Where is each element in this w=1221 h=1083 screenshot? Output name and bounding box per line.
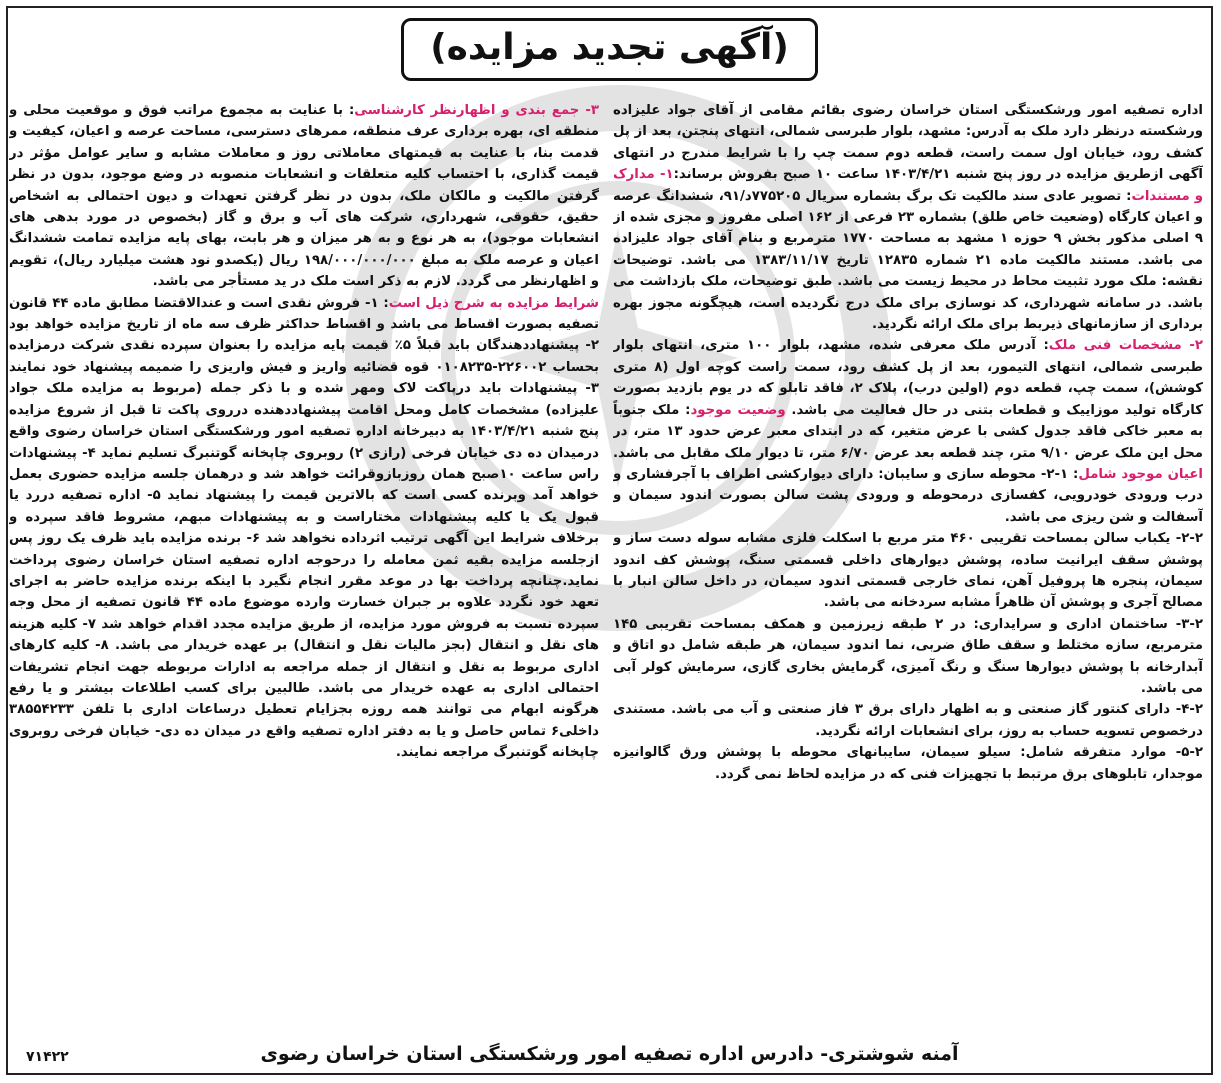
left-column bbox=[9, 100, 599, 1038]
status-text: : ملک جنوباً به معبر خاکی فاقد جدول کشی با عرض متغیر، که در ابتدای معبر عرض حدود ۱۳ متر، در محل این ملک عرض ۹/۱۰ متر، چند قطعه بعد عرض ۶/۷۰ متر، تا دیوار ملک مقابل می باشد. bbox=[613, 402, 1203, 461]
buildings-text: : ۱-۲- محوطه سازی و سایبان: دارای دیوارکشی اطراف با آجرفشاری و درب ورودی خودرویی، کفسازی درمحوطه و ورودی پشت سالن بصورت اندود سیمان و آسفالت و شن ریزی می باشد. bbox=[613, 466, 1203, 525]
technical-heading: ۲- مشخصات فنی ملک bbox=[1048, 338, 1203, 354]
paragraph-expert-opinion bbox=[9, 100, 599, 293]
paragraph-intro bbox=[613, 100, 1203, 335]
paragraph-hall: ۲-۲- یکباب سالن بمساحت تقریبی ۴۶۰ متر مربع با اسکلت فلزی مشابه سوله دست ساز و پوشش سقف ایرانیت ساده، پوشش دیوارهای داخلی قسمتی سنگ، پوشش کف اندود سیمان، پنجره ها پروفیل آهن، نمای خارجی قسمتی اندود سیمان، در داخل سالن انبار با مصالح آجری و پوشش آن ظاهراً مشابه سردخانه می باشد. bbox=[613, 531, 1203, 611]
auction-terms-heading: شرایط مزایده به شرح ذیل است bbox=[388, 295, 599, 311]
paragraph-office-building: ۳-۲- ساختمان اداری و سرایداری: در ۲ طبقه زیرزمین و همکف بمساحت تقریبی ۱۴۵ مترمربع، سازه مختلط و سقف طاق ضربی، نما اندود سیمان، هر طبقه شامل دو اتاق و آبدارخانه با پوشش دیوارها سنگ و رنگ آمیزی، گرمایش بخاری گازی، سرمایش کولر آبی می باشد. bbox=[613, 616, 1203, 696]
notice-title: (آگهی تجدید مزایده) bbox=[430, 26, 789, 68]
title-bar bbox=[8, 8, 1211, 90]
documents-text: : تصویر عادی سند مالکیت تک برگ بشماره سریال ۷۷۵۲۰۵د/۹۱، ششدانگ عرصه و اعیان کارگاه (وضعیت خاص طلق) بشماره ۲۳ فرعی از ۱۶۲ اصلی مفروز و مجزی شده از ۹ اصلی مذکور بخش ۹ حوزه ۱ مشهد به مساحت ۱۷۷۰ مترمربع و بنام آقای جواد علیزاده می باشد. مستند مالکیت ماده ۲۱ شماره ۱۲۸۳۵ تاریخ ۱۳۸۳/۱۱/۱۷ می باشد. توضیحات نقشه: ملک مورد تثبیت محاط در محیط زیست می باشد. طبق توضیحات، ملک بازداشت می باشد. در سامانه شهرداری، کد نوسازی برای ملک درج نگردیده است، هیچگونه مجوز بهره برداری از سازمانهای ذیربط برای ملک ارائه نگردید. bbox=[613, 188, 1203, 333]
auction-terms-text: : ۱- فروش نقدی است و عندالاقتضا مطابق ماده ۴۴ قانون تصفیه بصورت اقساط می باشد و اقساط حداکثر ظرف سه ماه از تاریخ مزایده خواهد بود ۲- پیشنهاددهندگان باید قبلاً ۵٪ قیمت پایه مزایده را بعنوان سپرده نقدی شرکت درمزایده بحساب ۲۲۶۰۰۲-۰۱۰۸۲۳۵ قوه قضائیه واریز و فیش واریزی را ضمیمه پیشنهاد خود نمایند ۳- پیشنهادات باید درپاکت لاک ومهر شده و با ذکر جمله (مربوط به مزایده ملک جواد علیزاده) مشخصات کامل ومحل اقامت پیشنهاددهنده درروی پاکت تا قبل از شروع مزایده پنج شنبه ۱۴۰۳/۴/۲۱ به دبیرخانه اداره تصفیه امور ورشکستگی استان خراسان رضوی واقع درمیدان ده دی خیابان فرخی (رازی ۲) روبروی چاپخانه گوتنبرگ تسلیم نماید ۴- پیشنهادات راس ساعت ۱۰صبح همان روزبازوقرائت خواهد شد و درهمان جلسه مزایده حضوری بعمل خواهد آمد وبرنده کسی است که بالاترین قیمت را پیشنهاد نماید ۵- اداره تصفیه دررد یا قبول یک یا کلیه پیشنهادات مختاراست و به پیشنهادات مبهم، مشروط فاقد سپرده و برخلاف شرایط این آگهی ترتیب اثرداده نخواهد شد ۶- برنده مزایده باید ظرف یک روز پس ازجلسه مزایده بقیه ثمن معامله را درحوجه اداره تصفیه استان خراسان رضوی پرداخت نماید.چنانچه پرداخت بها در موعد مقرر انجام نگیرد با اینکه برنده مزایده حاضر به اجرای تعهد خود نگردد علاوه بر جبران خسارت وارده موضوع ماده ۴۴ قانون تصفیه از محل وجه سپرده نسبت به فروش مورد مزایده، از طریق مزایده مجدد اقدام خواهد شد ۷- کلیه هزینه های نقل و انتقال (بجز مالیات نقل و انتقال) بر عهده خریدار می باشد. ۸- کلیه کارهای اداری مربوط به نقل و انتقال از جمله مراجعه به ادارات مربوطه جهت انجام تشریفات احتمالی اداری به عهده خریدار می باشد. طالبین برای کسب اطلاعات بیشتر و یا رفع هرگونه ابهام می توانند همه روزه بجزایام تعطیل درساعات اداری با تلفن ۳۸۵۵۴۲۳۳ داخلی۶ تماس حاصل و یا به دفتر اداره تصفیه واقع در میدان ده دی- خیابان فرخی روبروی چاپخانه گوتنبرگ مراجعه نمایند. bbox=[9, 295, 599, 761]
paragraph-auction-terms bbox=[9, 293, 599, 764]
title-box bbox=[401, 18, 818, 81]
footer bbox=[8, 1035, 1211, 1073]
right-column bbox=[613, 100, 1203, 1038]
status-heading: وضعیت موجود bbox=[690, 402, 786, 418]
expert-opinion-text: : با عنایت به مجموع مراتب فوق و موقعیت محلی و منطقه ای، بهره برداری عرف منطقه، ممرهای دسترسی، مساحت عرصه و اعیان، کیفیت و قدمت بنا، با عنایت به قیمتهای معاملاتی روز و معاملات مشابه و سایر عوامل مؤثر در قیمت گذاری، با احتساب کلیه متعلقات و انشعابات منصوبه در وضع موجود، بدون در نظر گرفتن مالکیت و مالکان ملک، بدون در نظر گرفتن تعهدات و دیون احتمالی به اشخاص حقیق، حقوقی، شهرداری، شرکت های آب و برق و گاز (بخصوص در مورد بدهی های انشعابات موجود)، به هر نوع و به هر میزان و هر بابت، بهای پایه مزایده تمامت ششدانگ اعیان و عرصه ملک به مبلغ ۱۹۸/۰۰۰/۰۰۰/۰۰۰ ریال (یکصدو نود هشت میلیارد ریال)، تقویم و اظهارنظر می گردد. لازم به ذکر است ملک در ید مستأجر می باشد. bbox=[9, 103, 599, 290]
expert-opinion-heading: ۳- جمع بندی و اظهارنظر کارشناسی bbox=[354, 103, 599, 118]
buildings-heading: اعیان موجود شامل bbox=[1078, 466, 1203, 482]
paragraph-utilities: ۴-۲- دارای کنتور گاز صنعتی و به اظهار دارای برق ۳ فاز صنعتی و آب می باشد. مستندی درخصوص تسویه حساب به روز، برای انشعابات ارائه نگردید. bbox=[613, 702, 1203, 739]
paragraph-miscellaneous: ۵-۲- موارد متفرقه شامل: سیلو سیمان، سایبانهای محوطه با پوشش ورق گالوانیزه موجدار، تابلوهای برق مرتبط با تجهیزات فنی که در مزایده لحاظ نمی گردد. bbox=[613, 745, 1203, 782]
signature-line: آمنه شوشتری- دادرس اداره تصفیه امور ورشکستگی استان خراسان رضوی bbox=[260, 1043, 959, 1065]
paragraph-technical bbox=[613, 335, 1203, 528]
notice-frame bbox=[6, 6, 1213, 1075]
documents-heading: ۱- مدارک و مستندات bbox=[613, 167, 1203, 204]
intro-text: اداره تصفیه امور ورشکستگی استان خراسان رضوی بقائم مقامی از آقای جواد علیزاده ورشکسته درنظر دارد ملک به آدرس: مشهد، بلوار طبرسی شمالی، انتهای پنجتن، بعد از پل کشف رود، خیابان اول سمت راست، قطعه دوم سمت چپ را با شرایط مندرج در انتهای آگهی ازطریق مزایده در روز پنج شنبه ۱۴۰۳/۴/۲۱ ساعت ۱۰ صبح بفروش برساند: bbox=[613, 103, 1203, 183]
ad-code: ۷۱۴۲۲ bbox=[26, 1049, 69, 1065]
technical-text: : آدرس ملک معرفی شده، مشهد، بلوار ۱۰۰ متری، انتهای بلوار طبرسی شمالی، انتهای التیمور، بعد از پل کشف رود، سمت راست کوچه اول (۸ متری کوشش)، سمت چپ، قطعه دوم (اولین درب)، پلاک ۲، فاقد تابلو که در یوم بازدید بصورت کارگاه تولید موزاییک و قطعات بتنی در حال فعالیت می باشد. bbox=[613, 338, 1203, 418]
